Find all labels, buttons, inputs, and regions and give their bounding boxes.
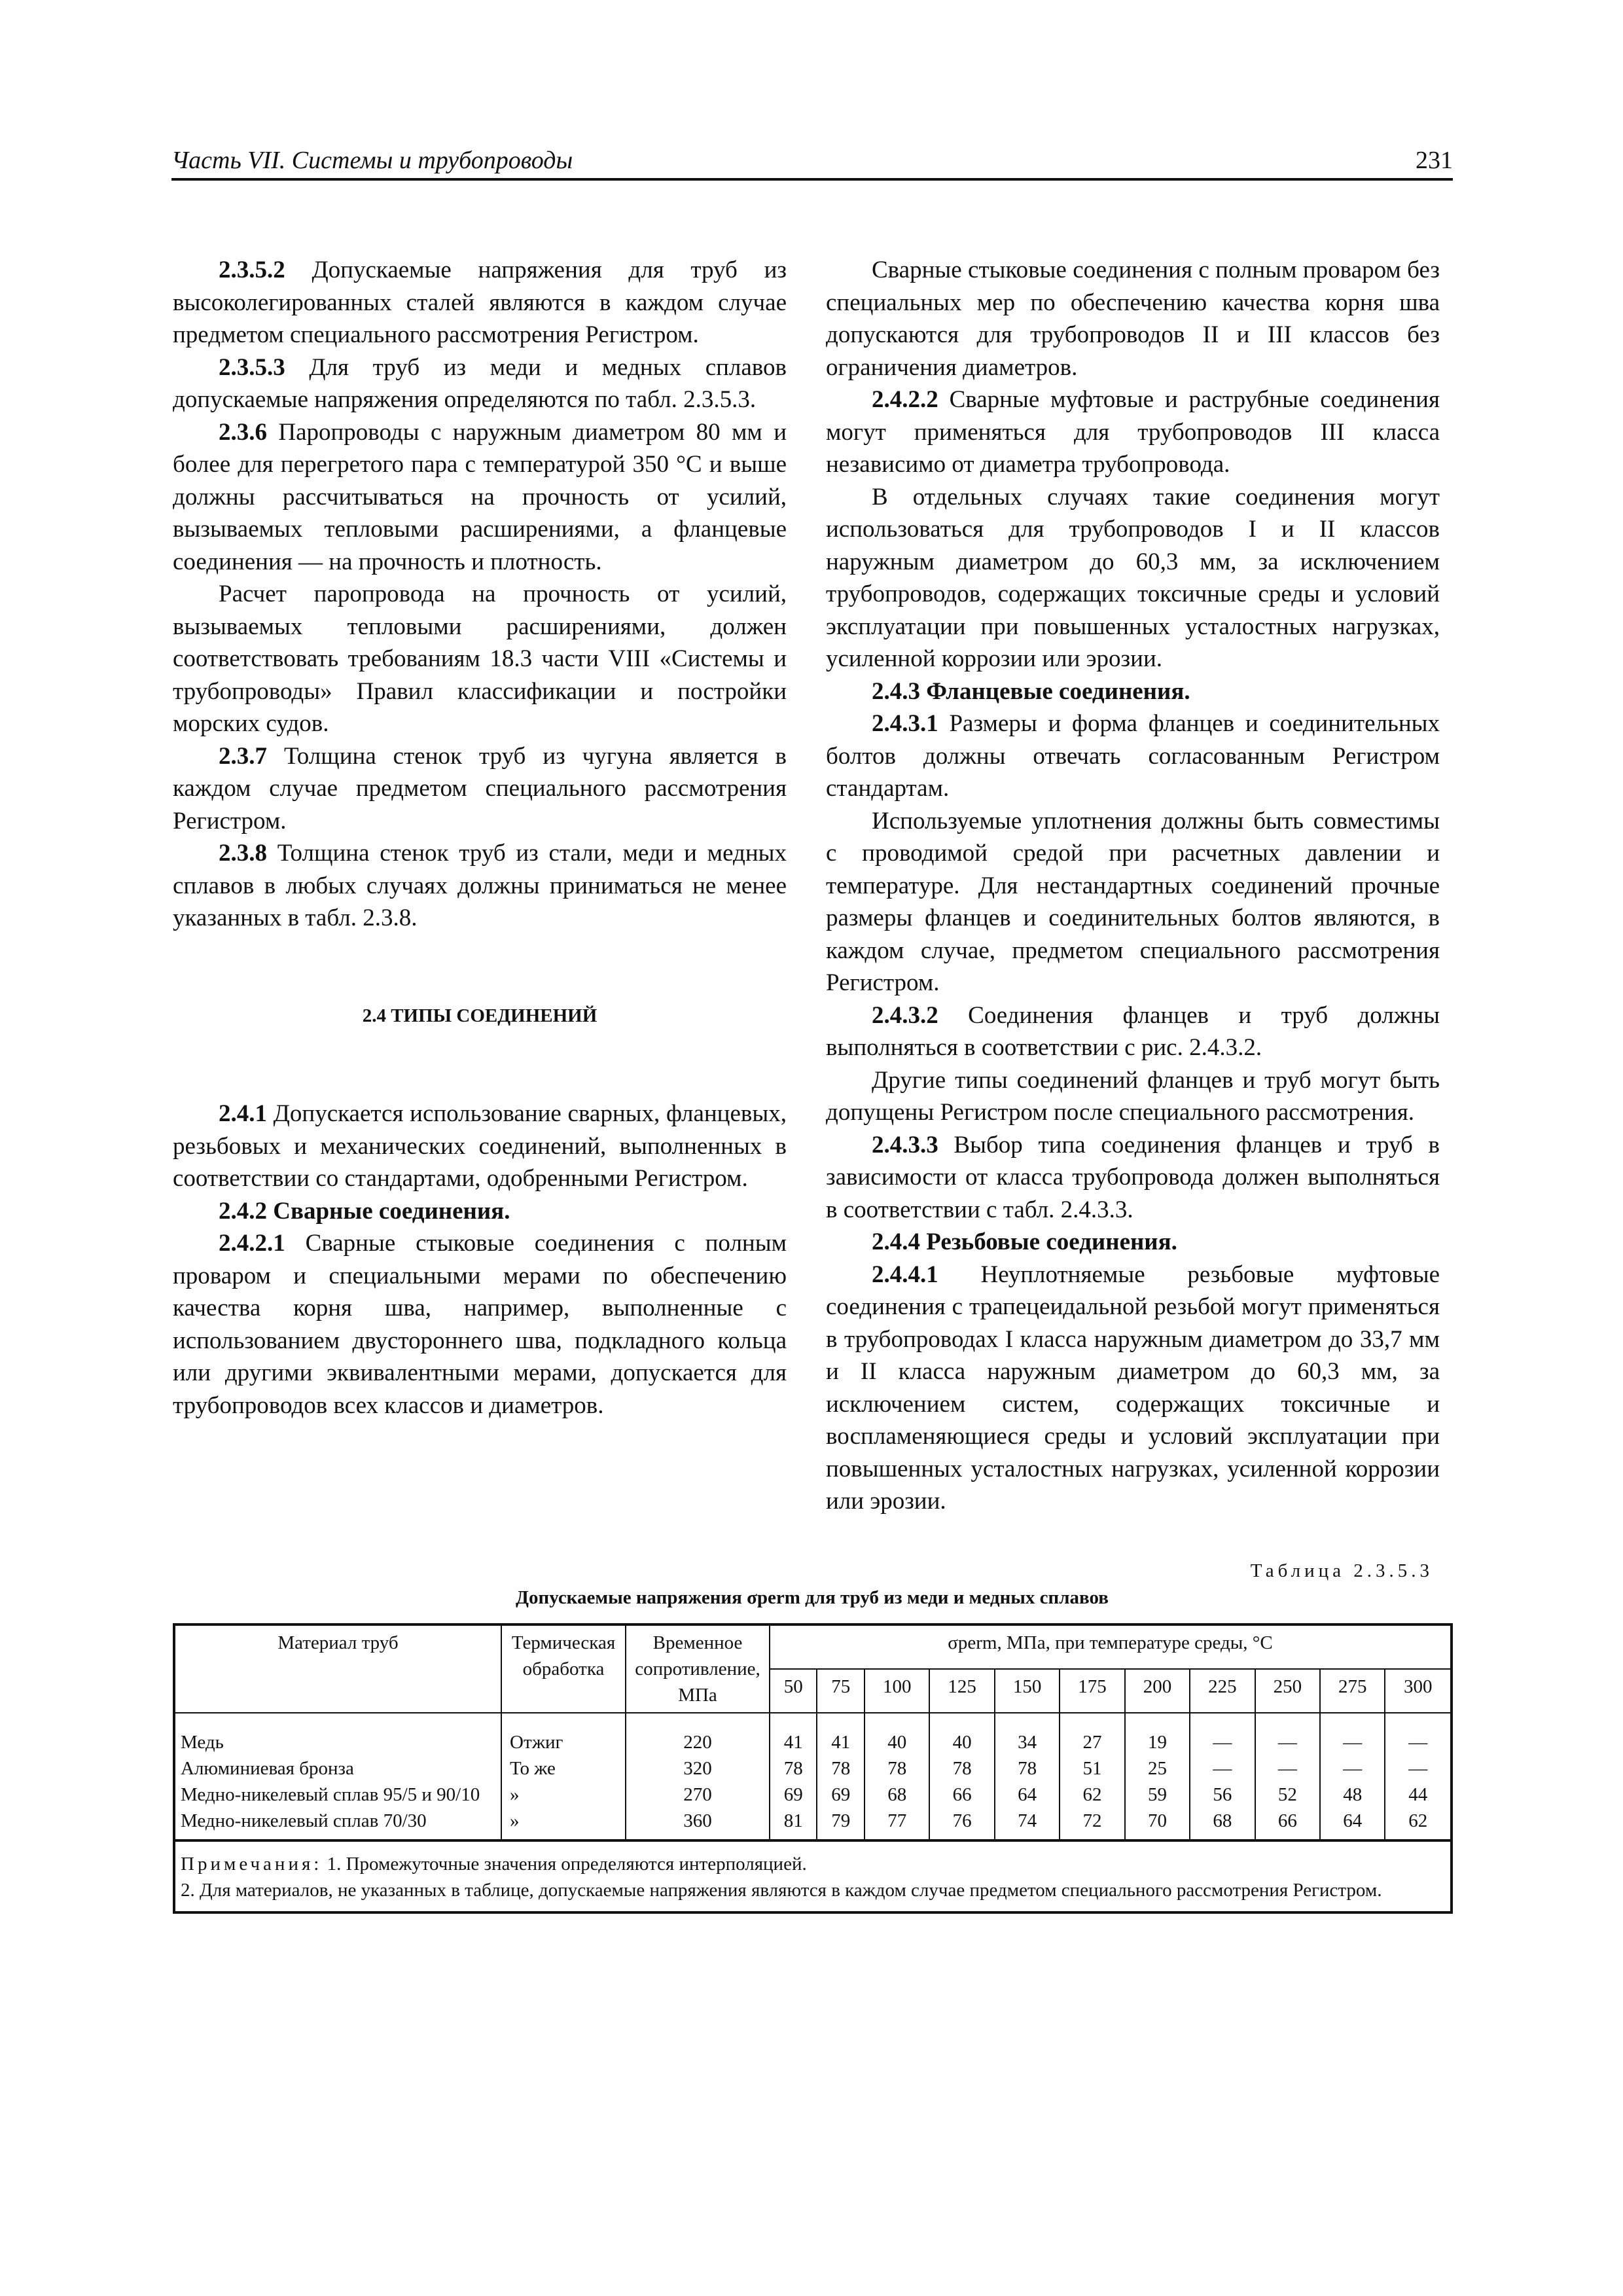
paragraph: 2.3.6 Паропроводы с наружным диаметром 80 мм и более для перегретого пара с температурой 350 °С и выше должны рассчитываться на прочность от усилий, вызываемых тепловыми расширениями, а фланцевые соединения — на прочность и плотность. [173, 418, 787, 575]
paragraph: В отдельных случаях такие соединения могут использоваться для трубопроводов I и II классов наружным диаметром до 60,3 мм, за исключением трубопроводов, содержащих токсичные среды и условий эксплуатации при повышенных усталостных нагрузках, усиленной коррозии или эрозии. [826, 483, 1440, 672]
stress-value-cell: 78 [929, 1755, 994, 1782]
page-number: 231 [1416, 147, 1453, 174]
stress-value-cell: 76 [929, 1808, 994, 1840]
note-2: 2. Для материалов, не указанных в таблице, допускаемые напряжения являются в каждом случае предметом специального рассмотрения Регистром. [181, 1880, 1382, 1901]
treatment-cell: » [501, 1808, 626, 1840]
clause-number: 2.3.5.3 [219, 353, 285, 381]
stress-value-cell: 41 [817, 1713, 864, 1755]
stress-value-cell: 27 [1060, 1713, 1124, 1755]
temp-header-cell: 175 [1060, 1669, 1124, 1713]
stress-value-cell: — [1190, 1713, 1255, 1755]
temp-header-cell: 200 [1125, 1669, 1190, 1713]
clause-number: 2.4.2.1 [219, 1230, 285, 1257]
stress-value-cell: 78 [865, 1755, 929, 1782]
stress-value-cell: 64 [995, 1782, 1060, 1808]
stress-value-cell: 48 [1320, 1782, 1385, 1808]
temp-header-cell: 50 [770, 1669, 817, 1713]
stress-value-cell: 64 [1320, 1808, 1385, 1840]
temp-header-cell: 225 [1190, 1669, 1255, 1713]
stress-value-cell: 70 [1125, 1808, 1190, 1840]
stress-value-cell: 40 [865, 1713, 929, 1755]
paragraph: Используемые уплотнения должны быть совместимы с проводимой средой при расчетных давлении и температуре. Для нестандартных соединений прочные размеры фланцев и соединительных болтов являются, в каждом случае, предметом специального рассмотрения Регистром. [826, 807, 1440, 996]
paragraph: Другие типы соединений фланцев и труб могут быть допущены Регистром после специального рассмотрения. [826, 1066, 1440, 1126]
table-row [174, 1713, 1452, 1755]
header-title: Часть VII. Системы и трубопроводы [171, 147, 573, 174]
paragraph: 2.4.3.2 Соединения фланцев и труб должны выполняться в соответствии с рис. 2.4.3.2. [826, 1001, 1440, 1061]
paragraph: 2.4.4.1 Неуплотняемые резьбовые муфтовые соединения с трапецеидальной резьбой могут применяться в трубопроводах I класса наружным диаметром до 33,7 мм и II класса наружным диаметром до 60,3 мм, за исключением систем, содержащих токсичные и воспламеняющиеся среды и условий эксплуатации при повышенных усталостных нагрузках, усиленной коррозии или эрозии. [826, 1261, 1440, 1515]
col-header-material: Материал труб [174, 1624, 501, 1713]
note-1: Примечания: 1. Промежуточные значения определяются интерполяцией. [181, 1854, 807, 1874]
stress-value-cell: 74 [995, 1808, 1060, 1840]
stress-value-cell: 78 [995, 1755, 1060, 1782]
paragraph: 2.4.3.1 Размеры и форма фланцев и соединительных болтов должны отвечать согласованным Регистром стандартам. [826, 710, 1440, 802]
paragraph: 2.3.5.3 Для труб из меди и медных сплавов допускаемые напряжения определяются по табл. 2.3.5.3. [173, 353, 787, 413]
stress-value-cell: 66 [929, 1782, 994, 1808]
stress-value-cell: 78 [770, 1755, 817, 1782]
subsection-heading: 2.4.4 Резьбовые соединения. [872, 1229, 1177, 1255]
clause-number: 2.3.7 [219, 742, 267, 770]
clause-number: 2.4.3.1 [872, 710, 938, 737]
paragraph: 2.3.7 Толщина стенок труб из чугуна является в каждом случае предметом специального рассмотрения Регистром. [173, 742, 787, 834]
clause-number: 2.4.1 [219, 1100, 267, 1127]
col-header-strength: Временное сопротивление, МПа [626, 1624, 770, 1713]
paragraph: 2.3.8 Толщина стенок труб из стали, меди и медных сплавов в любых случаях должны приниматься не менее указанных в табл. 2.3.8. [173, 840, 787, 931]
material-cell: Медно-никелевый сплав 95/5 и 90/10 [174, 1782, 501, 1808]
paragraph: 2.3.5.2 Допускаемые напряжения для труб из высоколегированных сталей являются в каждом случае предметом специального рассмотрения Регистром. [173, 257, 787, 348]
stress-value-cell: 72 [1060, 1808, 1124, 1840]
section-title: 2.4 ТИПЫ СОЕДИНЕНИЙ [362, 1005, 597, 1026]
stress-value-cell: 40 [929, 1713, 994, 1755]
table-body [174, 1713, 1452, 1840]
table-notes [174, 1840, 1452, 1912]
treatment-cell: То же [501, 1755, 626, 1782]
stress-value-cell: 78 [817, 1755, 864, 1782]
stress-value-cell: 66 [1255, 1808, 1320, 1840]
stress-table [173, 1623, 1453, 1914]
paragraph: 2.4.1 Допускается использование сварных, фланцевых, резьбовых и механических соединений, выполненных в соответствии со стандартами, одобренными Регистром. [173, 1100, 787, 1192]
right-column [826, 254, 1440, 1518]
clause-number: 2.3.5.2 [219, 257, 285, 283]
table-row [174, 1782, 1452, 1808]
stress-value-cell: 81 [770, 1808, 817, 1840]
stress-value-cell: — [1385, 1713, 1452, 1755]
paragraph: 2.4.2.2 Сварные муфтовые и раструбные соединения могут применяться для трубопроводов III класса независимо от диаметра трубопровода. [826, 386, 1440, 478]
temp-header-cell: 75 [817, 1669, 864, 1713]
clause-number: 2.4.2.2 [872, 386, 938, 413]
clause-number: 2.3.8 [219, 840, 267, 867]
stress-value-cell: — [1385, 1755, 1452, 1782]
clause-number: 2.4.3.3 [872, 1131, 938, 1158]
paragraph: 2.4.2.1 Сварные стыковые соединения с полным проваром и специальными мерами по обеспечению качества корня шва, например, выполненные с использованием двустороннего шва, подкладного кольца или другими эквивалентными мерами, допускается для трубопроводов всех классов и диаметров. [173, 1230, 787, 1419]
strength-cell: 360 [626, 1808, 770, 1840]
stress-value-cell: 34 [995, 1713, 1060, 1755]
stress-value-cell: — [1255, 1713, 1320, 1755]
strength-cell: 220 [626, 1713, 770, 1755]
stress-value-cell: — [1255, 1755, 1320, 1782]
clause-number: 2.3.6 [219, 418, 267, 446]
strength-cell: 320 [626, 1755, 770, 1782]
subsection-heading: 2.4.2 Сварные соединения. [219, 1197, 510, 1225]
temp-header-cell: 250 [1255, 1669, 1320, 1713]
material-cell: Медь [174, 1713, 501, 1755]
stress-value-cell: 56 [1190, 1782, 1255, 1808]
stress-value-cell: 68 [1190, 1808, 1255, 1840]
stress-value-cell: 44 [1385, 1782, 1452, 1808]
stress-value-cell: 68 [865, 1782, 929, 1808]
stress-value-cell: — [1190, 1755, 1255, 1782]
material-cell: Алюминиевая бронза [174, 1755, 501, 1782]
stress-value-cell: 52 [1255, 1782, 1320, 1808]
left-column [173, 254, 787, 1422]
stress-value-cell: — [1320, 1713, 1385, 1755]
stress-value-cell: 79 [817, 1808, 864, 1840]
note-label: Примечания: [181, 1854, 323, 1874]
subsection-heading: 2.4.3 Фланцевые соединения. [872, 677, 1190, 705]
temp-header-cell: 150 [995, 1669, 1060, 1713]
temp-header-cell: 300 [1385, 1669, 1452, 1713]
table-row [174, 1755, 1452, 1782]
stress-value-cell: 62 [1060, 1782, 1124, 1808]
col-header-sigma: σperm, МПа, при температуре среды, °С [770, 1624, 1452, 1669]
stress-value-cell: 25 [1125, 1755, 1190, 1782]
clause-number: 2.4.4.1 [872, 1261, 938, 1288]
stress-value-cell: 51 [1060, 1755, 1124, 1782]
stress-value-cell: — [1320, 1755, 1385, 1782]
paragraph: 2.4.3.3 Выбор типа соединения фланцев и труб в зависимости от класса трубопровода должен выполняться в соответствии с табл. 2.4.3.3. [826, 1131, 1440, 1223]
temp-header-cell: 275 [1320, 1669, 1385, 1713]
treatment-cell: » [501, 1782, 626, 1808]
stress-value-cell: 59 [1125, 1782, 1190, 1808]
stress-value-cell: 69 [817, 1782, 864, 1808]
table-title: Допускаемые напряжения σperm для труб из меди и медных сплавов [516, 1587, 1109, 1608]
stress-value-cell: 41 [770, 1713, 817, 1755]
stress-value-cell: 77 [865, 1808, 929, 1840]
strength-cell: 270 [626, 1782, 770, 1808]
table-label: Таблица 2.3.5.3 [1250, 1560, 1433, 1581]
stress-value-cell: 69 [770, 1782, 817, 1808]
paragraph: Расчет паропровода на прочность от усилий, вызываемых тепловыми расширениями, должен соответствовать требованиям 18.3 части VIII «Системы и трубопроводы» Правил классификации и постройки морских судов. [173, 581, 787, 737]
table-row [174, 1808, 1452, 1840]
temp-header-cell: 100 [865, 1669, 929, 1713]
col-header-treatment: Термическая обработка [501, 1624, 626, 1713]
running-header [171, 143, 1453, 181]
stress-value-cell: 62 [1385, 1808, 1452, 1840]
stress-value-cell: 19 [1125, 1713, 1190, 1755]
material-cell: Медно-никелевый сплав 70/30 [174, 1808, 501, 1840]
temp-header-cell: 125 [929, 1669, 994, 1713]
clause-number: 2.4.3.2 [872, 1001, 938, 1029]
treatment-cell: Отжиг [501, 1713, 626, 1755]
paragraph: Сварные стыковые соединения с полным проваром без специальных мер по обеспечению качества корня шва допускаются для трубопроводов II и III классов без ограничения диаметров. [826, 257, 1440, 381]
